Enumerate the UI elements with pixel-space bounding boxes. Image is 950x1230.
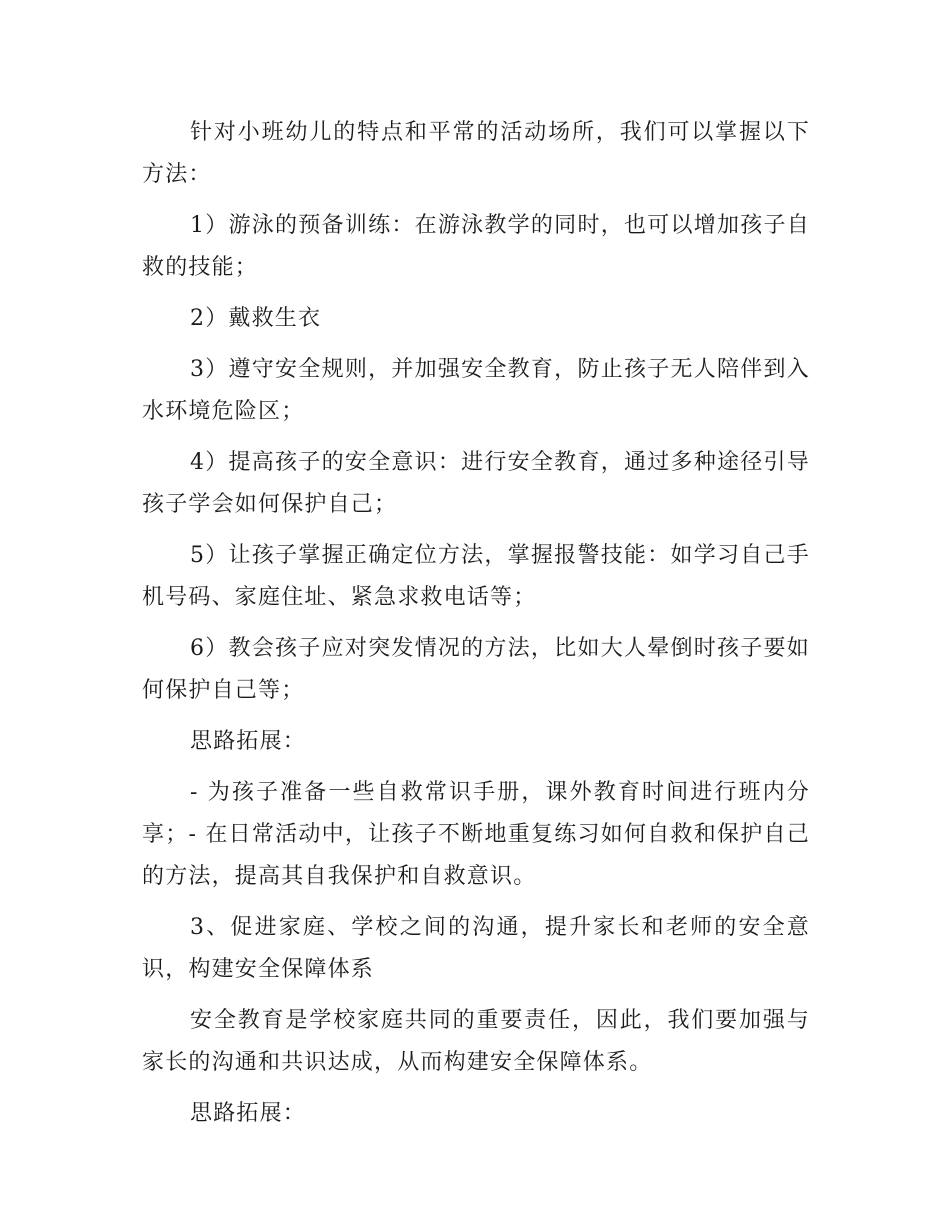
paragraph-item-3: 3）遵守安全规则，并加强安全教育，防止孩子无人陪伴到入水环境危险区； [142,357,810,424]
paragraph-extension-body: - 为孩子准备一些自救常识手册，课外教育时间进行班内分享；- 在日常活动中，让孩子不断地重复练习如何自救和保护自己的方法，提高其自我保护和自救意识。 [142,780,810,889]
paragraph-extension-heading: 思路拓展： [190,729,307,754]
paragraph-item-2: 2）戴救生衣 [190,306,322,331]
paragraph-item-1: 1）游泳的预备训练：在游泳教学的同时，也可以增加孩子自救的技能； [142,213,810,280]
paragraph-item-5: 5）让孩子掌握正确定位方法，掌握报警技能：如学习自己手机号码、家庭住址、紧急求救电话等； [142,543,810,610]
paragraph-extension-heading-2: 思路拓展： [190,1101,307,1126]
paragraph-item-6: 6）教会孩子应对突发情况的方法，比如大人晕倒时孩子要如何保护自己等； [142,636,810,703]
paragraph-section-3-body: 安全教育是学校家庭共同的重要责任，因此，我们要加强与家长的沟通和共识达成，从而构建安全保障体系。 [142,1008,810,1075]
paragraph-intro: 针对小班幼儿的特点和平常的活动场所，我们可以掌握以下方法： [142,120,810,187]
document-body [142,112,810,1144]
paragraph-item-4: 4）提高孩子的安全意识：进行安全教育，通过多种途径引导孩子学会如何保护自己； [142,450,810,517]
paragraph-section-3: 3、促进家庭、学校之间的沟通，提升家长和老师的安全意识，构建安全保障体系 [142,915,810,982]
